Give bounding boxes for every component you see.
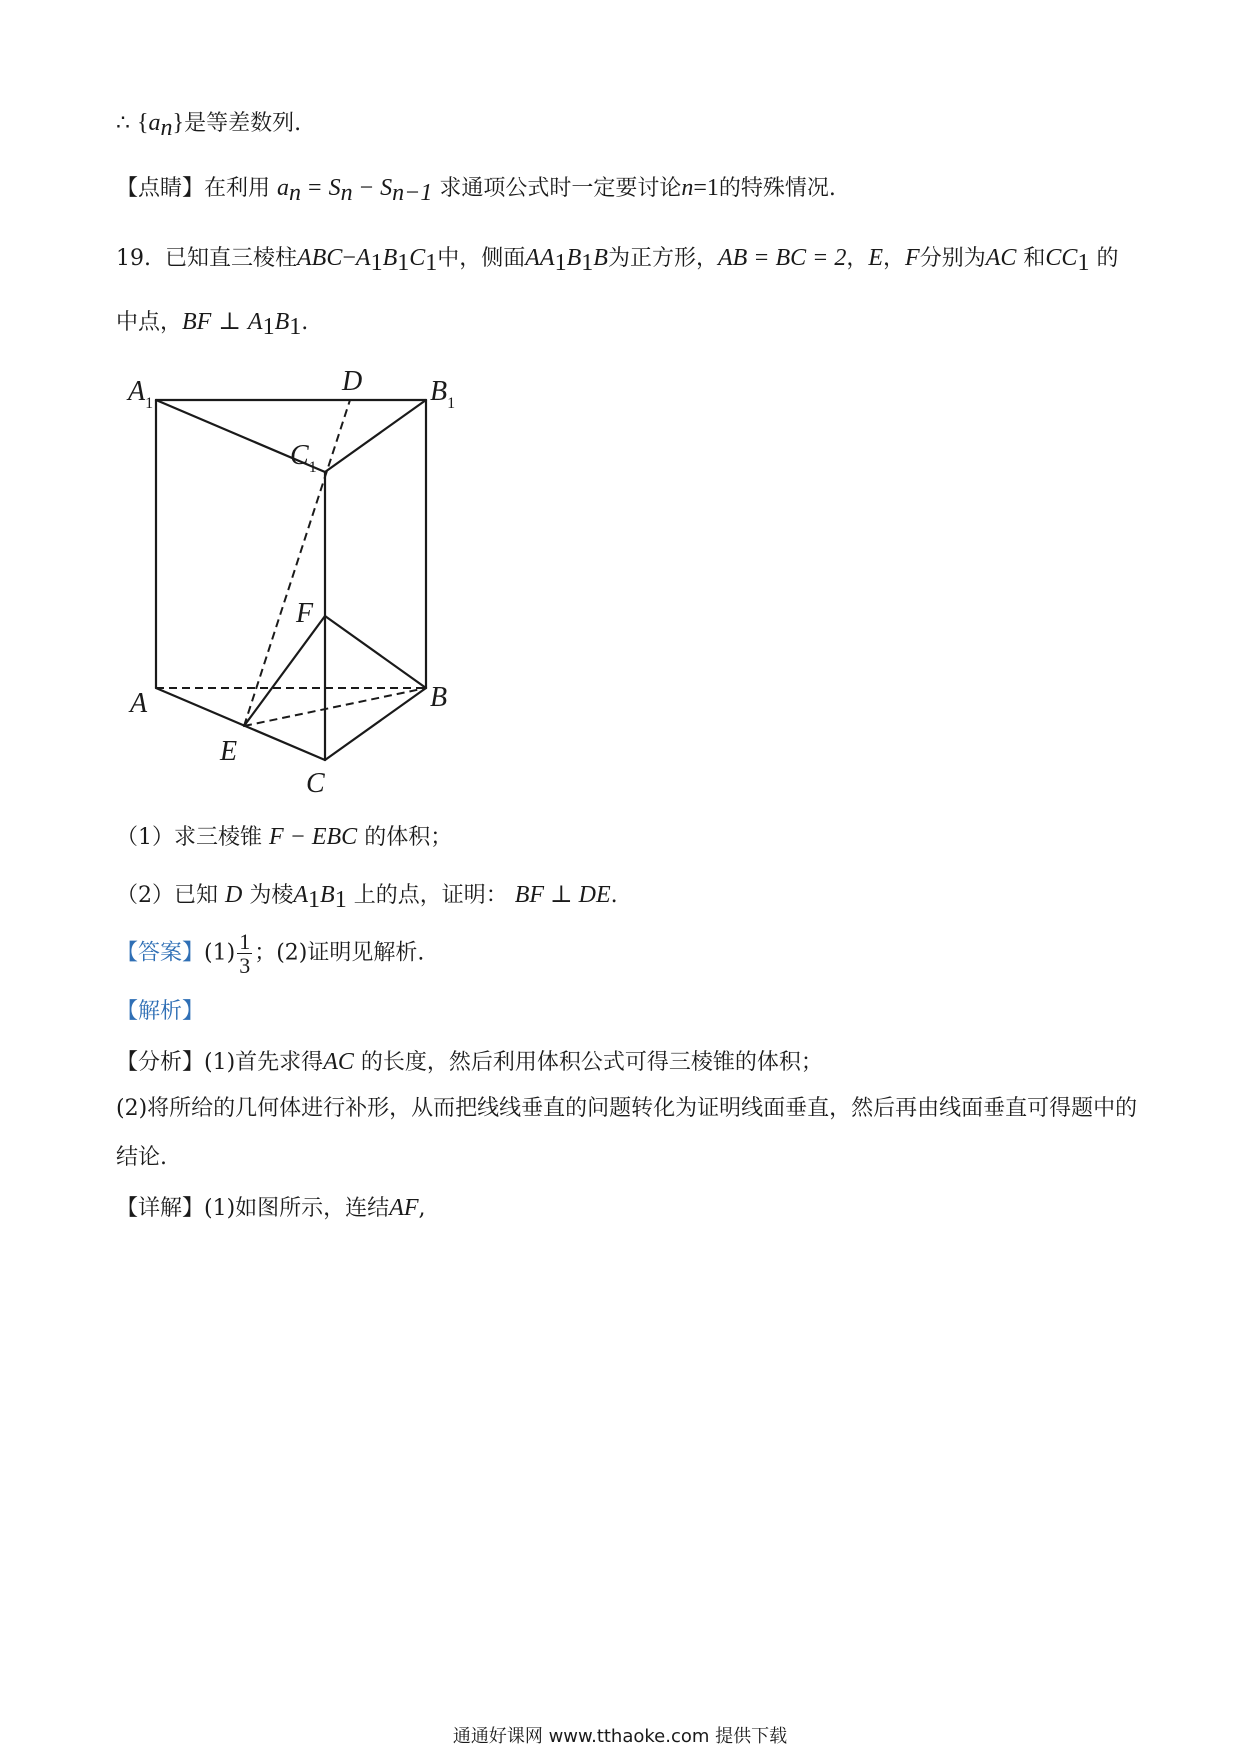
equation-ab-bc: AB = BC = 2 (717, 245, 847, 271)
equals-sign: = (308, 175, 322, 201)
subscript-1: 1 (308, 887, 321, 913)
period: . (301, 310, 309, 335)
var-c: C (409, 245, 426, 271)
part-2 (116, 880, 618, 916)
tip-tag: 【点睛】 (116, 176, 205, 201)
subscript-1: 1 (370, 250, 383, 276)
tip-text-2: 求通项公式时一定要讨论 (439, 176, 682, 201)
subscript-1: 1 (289, 314, 302, 340)
q-text-1: 已知直三棱柱 (165, 246, 298, 271)
var-ac: AC (985, 245, 1017, 271)
question-number: 19. (116, 246, 151, 271)
subscript-n: n (289, 180, 302, 206)
var-d: D (225, 882, 243, 908)
analysis-text-1: (1)首先求得 (204, 1050, 324, 1075)
subscript-1: 1 (554, 250, 567, 276)
label-b: B (430, 682, 448, 713)
question-19-line-1 (116, 243, 1118, 279)
question-19-line-2 (116, 307, 308, 343)
analysis-line-3: 结论. (116, 1145, 167, 1170)
label-d: D (342, 366, 363, 397)
subscript-n-minus-1: n−1 (392, 180, 433, 206)
answer-tag: 【答案】 (116, 940, 205, 966)
var-b: B (593, 245, 608, 271)
analysis-tag: 【解析】 (116, 999, 205, 1024)
q-comma: ， (846, 246, 869, 271)
analysis-label: 【分析】 (116, 1050, 205, 1075)
comma: , (418, 1196, 426, 1221)
part-1-text: （1）求三棱锥 (116, 825, 262, 850)
conclusion-text: 是等差数列. (184, 111, 302, 136)
right-brace: } (172, 110, 185, 136)
tip-text-1: 在利用 (204, 176, 271, 201)
var-b: B (320, 882, 335, 908)
fraction-denominator: 3 (239, 953, 251, 979)
subscript-1: 1 (334, 887, 347, 913)
label-a: A (130, 688, 148, 719)
var-b: B (382, 245, 398, 271)
edge-b1-c1 (325, 400, 426, 472)
minus-sign: − (359, 175, 374, 201)
var-ac: AC (323, 1049, 354, 1075)
part-1 (116, 822, 452, 853)
equals-one: =1 (693, 175, 719, 201)
tip-line (116, 173, 836, 209)
var-af: AF (389, 1195, 419, 1221)
label-b1: $B_1$ (430, 376, 456, 412)
period: . (610, 883, 618, 908)
label-f: F (296, 598, 314, 629)
answer-part-1: (1) (204, 940, 236, 966)
subscript-1: 1 (581, 250, 594, 276)
label-c1: $C_1$ (290, 440, 317, 476)
detail-text: (1)如图所示，连结 (204, 1196, 390, 1221)
var-s: S (328, 175, 341, 201)
detail-label: 【详解】 (116, 1196, 205, 1221)
segment-e-f (244, 616, 325, 726)
left-brace: { (137, 110, 149, 136)
part-2-text-2: 为棱 (249, 883, 294, 908)
pyramid-expr: F − EBC (269, 824, 358, 850)
subscript-1: 1 (397, 250, 410, 276)
q-text-2: 中，侧面 (437, 246, 526, 271)
subscript-1: 1 (425, 250, 438, 276)
perp-sign: ⊥ (218, 309, 241, 335)
var-a: a (277, 175, 290, 201)
var-a: A (293, 882, 309, 908)
part-1-text-2: 的体积； (364, 825, 453, 850)
answer-fraction (237, 930, 252, 977)
part-2-text-3: 上的点，证明： (353, 883, 508, 908)
prism-base-abc: ABC (297, 245, 343, 271)
var-b: B (274, 309, 290, 335)
minus-sign: − (342, 245, 356, 271)
var-a: a (148, 110, 161, 136)
var-bf: BF (182, 309, 212, 335)
detail-line (116, 1193, 426, 1224)
label-a1: $A_1$ (128, 376, 154, 412)
var-n: n (681, 175, 694, 201)
subscript-1: 1 (262, 314, 275, 340)
answer-line (116, 930, 424, 977)
q-text-5: 和 (1023, 246, 1046, 271)
conclusion-line (116, 108, 301, 144)
part-2-text: （2）已知 (116, 883, 218, 908)
var-e: E (868, 245, 884, 271)
q-text-4: 分别为 (919, 246, 986, 271)
subscript-n: n (340, 180, 353, 206)
q-text-3: 为正方形， (607, 246, 718, 271)
subscript-1: 1 (1077, 250, 1090, 276)
answer-part-2: ；(2)证明见解析. (254, 940, 425, 966)
analysis-line-2: (2)将所给的几何体进行补形，从而把线线垂直的问题转化为证明线面垂直，然后再由线面垂直可得题中的 (116, 1096, 1138, 1121)
q-comma: ， (883, 246, 906, 271)
edge-a-c (156, 688, 325, 760)
var-a: A (355, 245, 371, 271)
var-a: A (247, 309, 263, 335)
var-aa: AA (525, 245, 555, 271)
analysis-text-2: 的长度，然后利用体积公式可得三棱锥的体积； (360, 1050, 823, 1075)
subscript-n: n (160, 115, 173, 141)
therefore-symbol: ∴ (116, 111, 130, 136)
fraction-numerator: 1 (239, 929, 251, 954)
var-b: B (566, 245, 582, 271)
var-cc: CC (1045, 245, 1078, 271)
perp-expr: BF ⊥ DE (514, 882, 611, 908)
var-f: F (905, 245, 920, 271)
footer-watermark: 通通好课网 www.tthaoke.com 提供下载 (452, 1726, 788, 1747)
var-s: S (380, 175, 393, 201)
q-text-6: 的 (1096, 246, 1119, 271)
label-e: E (220, 736, 238, 767)
label-c: C (306, 768, 325, 799)
analysis-line-1 (116, 1047, 823, 1078)
segment-f-b (325, 616, 426, 688)
tip-text-3: 的特殊情况. (718, 176, 836, 201)
q-text-midpoint: 中点， (116, 310, 183, 335)
prism-figure (110, 360, 480, 800)
